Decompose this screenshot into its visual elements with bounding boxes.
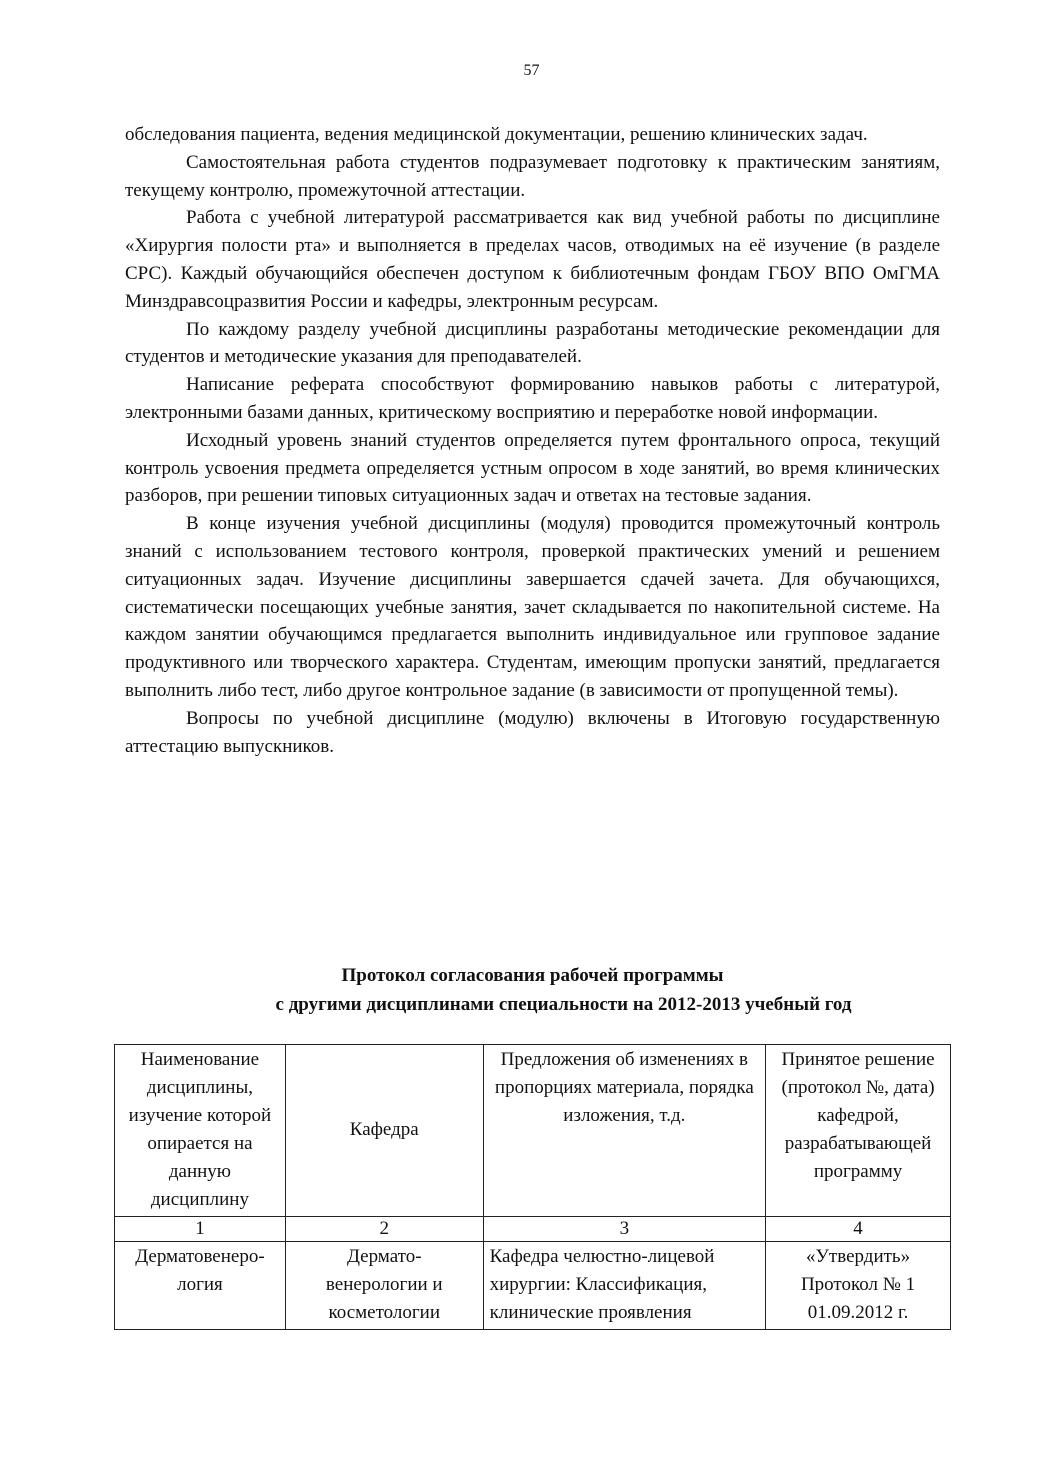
protocol-heading bbox=[125, 961, 940, 1019]
decision-line: 01.09.2012 г. bbox=[807, 1302, 909, 1323]
decision-line: «Утвердить» bbox=[805, 1246, 911, 1267]
header-department: Кафедра bbox=[285, 1045, 483, 1217]
paragraph: Вопросы по учебной дисциплине (модулю) включены в Итоговую государственную аттестацию выпускников. bbox=[125, 707, 940, 757]
paragraph: По каждому разделу учебной дисциплины разработаны методические рекомендации для студентов и методические указания для преподавателей. bbox=[125, 318, 940, 368]
column-number: 4 bbox=[766, 1217, 951, 1242]
heading-line-1: Протокол согласования рабочей программы bbox=[341, 965, 724, 986]
cell-proposals: Кафедра челюстно-лицевой хирургии: Классификация, клинические проявления bbox=[483, 1242, 765, 1330]
column-number: 3 bbox=[483, 1217, 765, 1242]
cell-decision bbox=[766, 1242, 951, 1330]
header-proposals: Предложения об изменениях в пропорциях материала, порядка изложения, т.д. bbox=[483, 1045, 765, 1217]
heading-line-2: с другими дисциплинами специальности на 2012-2013 учебный год bbox=[275, 994, 852, 1015]
header-discipline: Наименование дисциплины, изучение которой опирается на данную дисциплину bbox=[115, 1045, 286, 1217]
column-number: 1 bbox=[115, 1217, 286, 1242]
decision-line: Протокол № 1 bbox=[800, 1274, 916, 1295]
cell-discipline: Дерматовенеро- логия bbox=[115, 1242, 286, 1330]
protocol-table bbox=[114, 1044, 951, 1330]
cell-department: Дермато- венерологии и косметологии bbox=[285, 1242, 483, 1330]
paragraph: Написание реферата способствуют формированию навыков работы с литературой, электронными базами данных, критическому восприятию и переработке новой информации. bbox=[125, 374, 940, 423]
paragraph: Исходный уровень знаний студентов определяется путем фронтального опроса, текущий контроль усвоения предмета определяется устным опросом в ходе занятий, во время клинических разборов, при решении типовых ситуационных задач и ответах на тестовые задания. bbox=[125, 429, 940, 507]
table-header-row bbox=[115, 1045, 951, 1217]
column-number: 2 bbox=[285, 1217, 483, 1242]
paragraph: Самостоятельная работа студентов подразумевает подготовку к практическим занятиям, текущему контролю, промежуточной аттестации. bbox=[125, 151, 940, 201]
paragraph: В конце изучения учебной дисциплины (модуля) проводится промежуточный контроль знаний с использованием тестового контроля, проверкой практических умений и решением ситуационных задач. Изучение дисциплины завершается сдачей зачета. Для обучающихся, систематически посещающих учебные занятия, зачет складывается по накопительной системе. На каждом занятии обучающимся предлагается выполнить индивидуальное или групповое задание продуктивного или творческого характера. Студентам, имеющим пропуски занятий, предлагается выполнить либо тест, либо другое контрольное задание (в зависимости от пропущенной темы). bbox=[125, 513, 940, 701]
body-text bbox=[125, 121, 940, 760]
page-number: 57 bbox=[523, 62, 540, 79]
table-row bbox=[115, 1242, 951, 1330]
column-number-row bbox=[115, 1217, 951, 1242]
paragraph: обследования пациента, ведения медицинской документации, решению клинических задач. bbox=[125, 124, 868, 145]
paragraph: Работа с учебной литературой рассматривается как вид учебной работы по дисциплине «Хирургия полости рта» и выполняется в пределах часов, отводимых на её изучение (в разделе СРС). Каждый обучающийся обеспечен доступом к библиотечным фондам ГБОУ ВПО ОмГМА Минздравсоцразвития России и кафедры, электронным ресурсам. bbox=[125, 207, 940, 312]
header-decision: Принятое решение (протокол №, дата) кафедрой, разрабатывающей программу bbox=[766, 1045, 951, 1217]
